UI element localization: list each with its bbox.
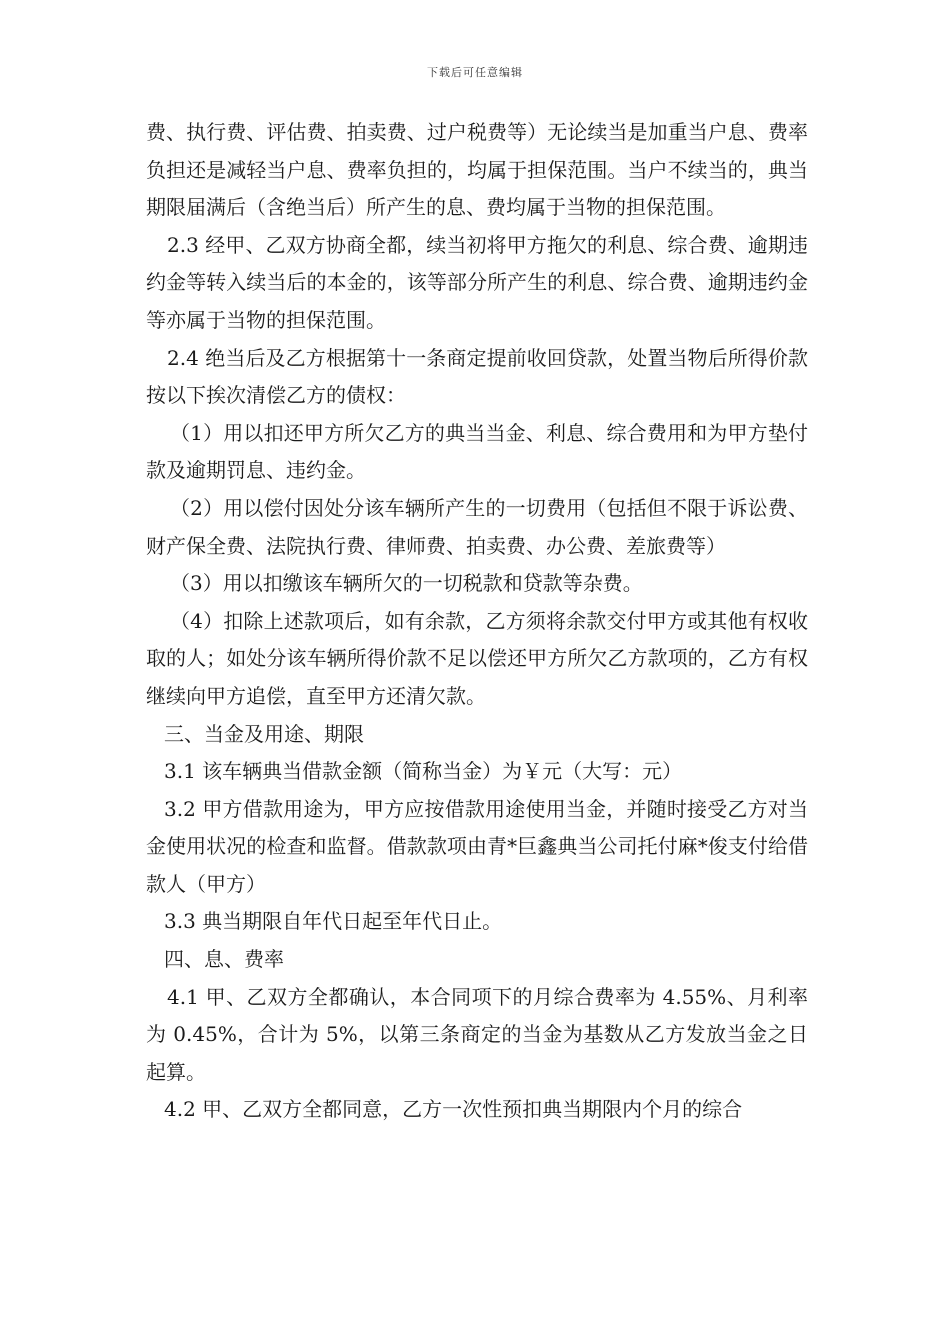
paragraph-3-1: 3.1 该车辆典当借款金额（简称当金）为￥元（大写：元） [164,759,683,784]
paragraph-3-3: 3.3 典当期限自年代日起至年代日止。 [164,909,503,934]
document-body [146,114,808,1129]
paragraph-3-2: 3.2 甲方借款用途为，甲方应按借款用途使用当金，并随时接受乙方对当金使用状况的检查和监督。借款款项由青*巨鑫典当公司托付麻*俊支付给借款人（甲方） [146,796,808,896]
paragraph-item-1: （1）用以扣还甲方所欠乙方的典当当金、利息、综合费用和为甲方垫付款及逾期罚息、违约金。 [146,420,808,483]
section-heading-3: 三、当金及用途、期限 [164,721,364,746]
header-note: 下载后可任意编辑 [427,66,523,79]
section-heading-4: 四、息、费率 [164,947,284,972]
paragraph-1: 费、执行费、评估费、拍卖费、过户税费等）无论续当是加重当户息、费率负担还是减轻当户息、费率负担的，均属于担保范围。当户不续当的，典当期限届满后（含绝当后）所产生的息、费均属于当物的担保范围。 [146,120,808,220]
paragraph-item-4: （4）扣除上述款项后，如有余款，乙方须将余款交付甲方或其他有权收取的人；如处分该车辆所得价款不足以偿还甲方所欠乙方款项的，乙方有权继续向甲方追偿，直至甲方还清欠款。 [146,608,808,708]
paragraph-4-1: 4.1 甲、乙双方全都确认，本合同项下的月综合费率为 4.55%、月利率为 0.45%，合计为 5%，以第三条商定的当金为基数从乙方发放当金之日起算。 [146,984,808,1084]
paragraph-item-2: （2）用以偿付因处分该车辆所产生的一切费用（包括但不限于诉讼费、财产保全费、法院执行费、律师费、拍卖费、办公费、差旅费等） [146,495,808,558]
paragraph-2-4: 2.4 绝当后及乙方根据第十一条商定提前收回贷款，处置当物后所得价款按以下挨次清偿乙方的债权： [146,345,808,408]
paragraph-2-3: 2.3 经甲、乙双方协商全都，续当初将甲方拖欠的利息、综合费、逾期违约金等转入续当后的本金的，该等部分所产生的利息、综合费、逾期违约金等亦属于当物的担保范围。 [146,232,808,332]
paragraph-4-2: 4.2 甲、乙双方全都同意，乙方一次性预扣典当期限内个月的综合 [164,1097,743,1122]
paragraph-item-3: （3）用以扣缴该车辆所欠的一切税款和贷款等杂费。 [170,571,643,596]
